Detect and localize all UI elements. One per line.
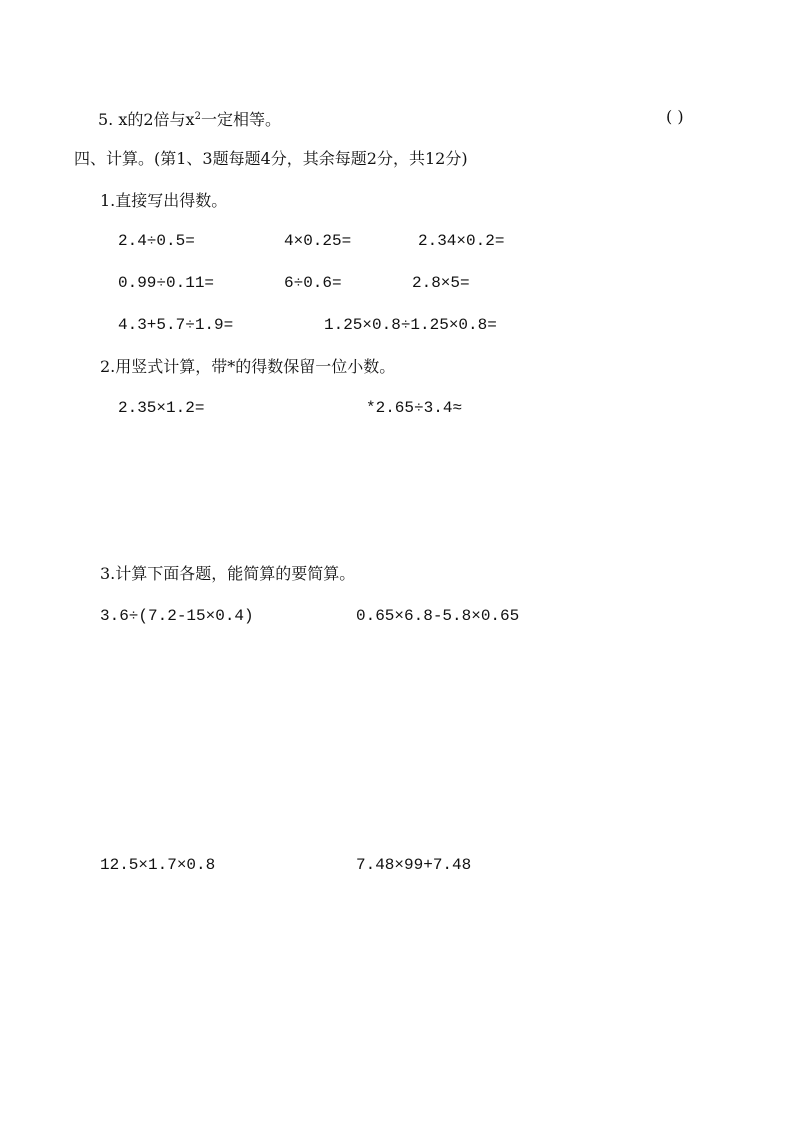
question-5-superscript: 2 xyxy=(194,111,201,122)
oral-calc-item: 2.34×0.2= xyxy=(418,232,505,250)
calc-problem: 0.65×6.8-5.8×0.65 xyxy=(356,607,520,625)
calc-problem: 3.6÷(7.2-15×0.4) xyxy=(100,607,254,625)
oral-calc-item: 1.25×0.8÷1.25×0.8= xyxy=(324,316,497,334)
answer-blank[interactable]: ( ) xyxy=(666,107,684,126)
column-calc-item: 2.35×1.2= xyxy=(118,399,205,417)
calc-problem: 12.5×1.7×0.8 xyxy=(100,856,216,874)
part-3-title: 3.计算下面各题，能简算的要简算。 xyxy=(100,564,356,583)
question-5 xyxy=(98,107,281,130)
oral-calc-item: 0.99÷0.11= xyxy=(118,274,215,292)
oral-calc-item: 6÷0.6= xyxy=(284,274,342,292)
part-2-title: 2.用竖式计算，带*的得数保留一位小数。 xyxy=(100,357,396,376)
oral-calc-item: 4.3+5.7÷1.9= xyxy=(118,316,234,334)
question-5-prefix: 5. x的2倍与x xyxy=(98,110,195,129)
oral-calc-item: 2.4÷0.5= xyxy=(118,232,195,250)
section-4-title: 四、计算。(第1、3题每题4分，其余每题2分，共12分) xyxy=(74,149,468,168)
calc-problem: 7.48×99+7.48 xyxy=(356,856,472,874)
question-5-suffix: 一定相等。 xyxy=(200,110,281,129)
column-calc-item: *2.65÷3.4≈ xyxy=(366,399,463,417)
oral-calc-item: 2.8×5= xyxy=(412,274,470,292)
oral-calc-item: 4×0.25= xyxy=(284,232,352,250)
part-1-title: 1.直接写出得数。 xyxy=(100,191,228,210)
